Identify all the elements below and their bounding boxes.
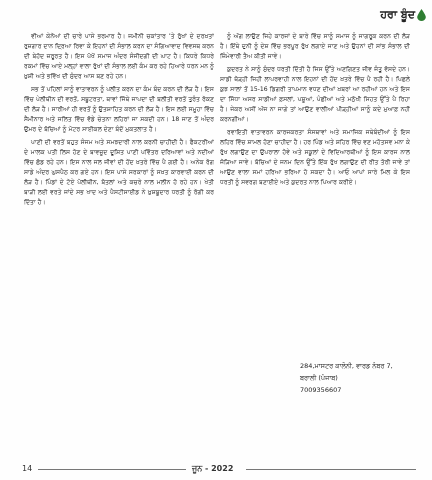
page-number: 14 [22, 464, 33, 473]
issue-date: ਜੂਨ - 2022 [192, 464, 234, 473]
article-paragraph: ਸਭ ਤੋਂ ਪਹਿਲਾਂ ਸਾਨੂੰ ਵਾਤਾਵਰਨ ਨੂੰ ਪਲੀਤ ਕਰਨ ਦਾ ਕੰਮ ਬੰਦ ਕਰਨ ਦੀ ਲੋੜ ਹੈ। ਇਸ ਵਿੱਚ ਪੇਲੀਥੀਨ ਦੀ ਵਰਤੋਂ, ਸਬੂਟਰਤਾ, ਥਾਵਾਂ ਜਿੱਥੇ ਜਾਪਦਾ ਦੀ ਬਲੀਤੀ ਵਰਤੋਂ ਤੁਰੰਤ ਰੋਕਣ ਦੀ ਲੋੜ ਹੈ। ਸਾਰੀਆਂ ਹੀ ਵਰਤੋਂ ਨੂੰ ਉਤਸ਼ਾਹਿਤ ਕਰਨ ਦੀ ਲੋੜ ਹੈ। ਇਸ ਲਈ ਸਮੂਹਾ ਵਿੱਚ ਸੈਮੀਨਾਰ ਅਤੇ ਜਲਿਤ ਵਿੱਚ ਵੱਡੇ ਚੇਤਨਾ ਲਹਿਰਾਂ ਜਾ ਸਕਦੀ ਹਨ। 18 ਜਾਣ ਤੋਂ ਅੰਦਰ ਉਮਰ ਦੇ ਬੱਚਿਆਂ ਨੂੰ ਮੋਟਰ ਸਾਈਕਲ ਦੇਣਾ ਬੰਦੋਂ ਮੁਕਤਲਾਤ ਹੈ। [24, 86, 214, 133]
author-address [300, 360, 420, 396]
article-column-left [24, 32, 214, 456]
section-label: ਹਰਾ ਬੂੰਦ [380, 8, 415, 21]
phone-number: 7009356607 [300, 386, 342, 394]
article-paragraph: ਵੀਆਂ ਕੇਨੋਆਂ ਦੀ ਚਾਰੇ ਪਾਸੇ ਭਰਮਾਰ ਹੈ। ਜਮੀਨੀ ਚਕਾਂਤਾਰ ’ਤੇ ਰੁੱਖਾਂ ਦੇ ਦਰਖ਼ਤਾਂ ਰੁਜ਼ਗਾਰ ਦਾਨ ਦ੍ਰਿਆ ਰਿਵਾ ਕੇ ਇਹਨਾਂ ਦੀ ਸੰਭਾਲ ਕਰਨ ਦਾ ਸੰਗਿਆਵਾਦ ਵਿਵਸਥ ਕਰਨ ਦੀ ਬੇਹੱਦ ਜ਼ਰੂਰਤ ਹੈ। ਇਸ ਪੱਖੋਂ ਸਮਾਜ ਅੰਦਰ ਸੰਜੀਦਗੀ ਦੀ ਘਾਟ ਹੈ। ਕਿਧਰੇ ਕਿਧਰੇ ਰਕਮਾਂ ਵਿੱਚ ਆਏ ਮਲ੍ਹਾਂ ਵਾਲਾ ਰੁੱਖਾਂ ਦੀ ਸੰਭਾਲ ਲਈ ਕੰਮ ਕਰ ਰਹੇ ਹਿਆਰੇ ਧਰਨ ਮਨ ਨੂੰ ਖ਼ੁਸ਼ੀ ਅਤੇ ਭਵਿੱਖ ਦੀ ਸੁੰਦਰ ਆਸ ਬਣ ਰਹੇ ਹਨ। [24, 33, 214, 80]
page-footer [0, 458, 432, 480]
address-line: 284,ਮਾਸਟਰ ਕਾਲੋਨੀ, ਵਾਰਡ ਨੰਬਰ 7, [300, 362, 393, 370]
section-logo [352, 5, 426, 25]
address-line: ਬਰਾਲੀ (ਪੰਜਾਬ) [300, 374, 338, 382]
article-column-right [220, 32, 410, 350]
article-paragraph: ਕੁਦਰਤ ਨੇ ਸਾਨੂੰ ਸੁੰਦਰ ਧਰਤੀ ਦਿੱਤੀ ਹੈ ਜਿਸ ਉੱਤੇ ਅਣਗਿਣਤ ਜੀਵ ਜੰਤੂ ਵੱਸਦੇ ਹਨ। ਸਾਡੀ ਥੋੜ੍ਹੀ ਜਿਹੀ ਲਾਪਰਵਾਹੀ ਨਾਲ ਇਹਨਾਂ ਦੀ ਹੋਂਦ ਖ਼ਤਰੇ ਵਿੱਚ ਪੈ ਰਹੀ ਹੈ। ਪਿਛਲੇ ਕੁਝ ਸਾਲਾਂ ਤੋਂ 15-16 ਡਿਗਰੀ ਤਾਪਮਾਨ ਵਧਣ ਦੀਆਂ ਖ਼ਬਰਾਂ ਆ ਰਹੀਆਂ ਹਨ ਅਤੇ ਇਸ ਦਾ ਸਿੱਧਾ ਅਸਰ ਸਾਡੀਆਂ ਫ਼ਸਲਾਂ, ਪਸ਼ੂਆਂ, ਪੰਛੀਆਂ ਅਤੇ ਮਨੁੱਖੀ ਸਿਹਤ ਉੱਤੇ ਪੈ ਰਿਹਾ ਹੈ। ਜੇਕਰ ਅਸੀਂ ਅੱਜ ਨਾ ਜਾਗੇ ਤਾਂ ਆਉਣ ਵਾਲੀਆਂ ਪੀੜ੍ਹੀਆਂ ਸਾਨੂੰ ਕਦੇ ਮੁਆਫ਼ ਨਹੀਂ ਕਰਨਗੀਆਂ। [220, 66, 410, 123]
footer-rule-right [246, 469, 416, 470]
article-paragraph: ਪਾਣੀ ਦੀ ਵਰਤੋਂ ਬਹੁਤ ਸੰਜਮ ਅਤੇ ਸਮਝਦਾਰੀ ਨਾਲ ਕਰਨੀ ਚਾਹੀਦੀ ਹੈ। ਫੈਕਟਰੀਆਂ ਦੇ ਮਾਲਕ ਪਤੀ ਲਿਸ ਹੋਣ ਦੇ ਬਾਵਜੂਦ ਦੂਸ਼ਿਤ ਪਾਣੀ ਪਵਿੱਤਰ ਦਰਿਆਵਾਂ ਅਤੇ ਨਦੀਆਂ ਵਿੱਚ ਛੱਡ ਰਹੇ ਹਨ। ਇਸ ਨਾਲ ਜਲ ਜੀਵਾਂ ਦੀ ਹੋਂਦ ਖ਼ਤਰੇ ਵਿੱਚ ਪੈ ਗਈ ਹੈ। ਅਨੇਕ ਰੋਗ ਸਾਡੇ ਅੰਦਰ ਘੁਸਪੈਠ ਕਰ ਗਏ ਹਨ। ਇਸ ਪਾਸੇ ਸਰਕਾਰਾਂ ਨੂੰ ਸਖ਼ਤ ਕਾਰਵਾਈ ਕਰਨ ਦੀ ਲੋੜ ਹੈ। ਪਿੰਡਾਂ ਦੇ ਟੋਏ ਪੋਲੀਥੀਨ, ਬੋਤਲਾਂ ਅਤੇ ਕਚਰੇ ਨਾਲ ਮਲੀਨ ਹੋ ਰਹੇ ਹਨ। ਖੇਤੀ ਬਾੜੀ ਲਈ ਵਰਤੇ ਜਾਂਦੇ ਸਭ ਖਾਦ ਅਤੇ ਪੈਸਟੀਸਾਈਡ ਨੇ ਖ਼ੁਸ਼ਬੂਦਾਰ ਧਰਤੀ ਨੂੰ ਰੋਗੀ ਕਰ ਦਿੱਤਾ ਹੈ। [24, 139, 214, 206]
footer-rule-left [38, 469, 186, 470]
article-paragraph: ਰਵਾਇਤੀ ਵਾਤਾਵਰਨ ਕਾਰਜਕਰਤਾ ਸੰਸਥਾਵਾਂ ਅਤੇ ਸਮਾਜਿਕ ਜਥੇਬੰਦੀਆਂ ਨੂੰ ਇਸ ਲਹਿਰ ਵਿੱਚ ਸ਼ਾਮਲ ਹੋਣਾ ਚਾਹੀਦਾ ਹੈ। ਹਰ ਪਿੰਡ ਅਤੇ ਸ਼ਹਿਰ ਵਿੱਚ ਵਣ ਮਹੋਤਸਵ ਮਨਾ ਕੇ ਰੁੱਖ ਲਗਾਉਣ ਦਾ ਉਪਰਾਲਾ ਹੋਵੇ ਅਤੇ ਸਕੂਲਾਂ ਦੇ ਵਿਦਿਆਰਥੀਆਂ ਨੂੰ ਇਸ ਕਾਰਜ ਨਾਲ ਜੋੜਿਆ ਜਾਵੇ। ਬੱਚਿਆਂ ਦੇ ਜਨਮ ਦਿਨ ਉੱਤੇ ਇੱਕ ਰੁੱਖ ਲਗਾਉਣ ਦੀ ਰੀਤ ਤੋਰੀ ਜਾਵੇ ਤਾਂ ਆਉਣ ਵਾਲਾ ਸਮਾਂ ਹਰਿਆ ਭਰਿਆ ਹੋ ਸਕਦਾ ਹੈ। ਆਓ ਆਪਾਂ ਸਾਰੇ ਮਿਲ ਕੇ ਇਸ ਧਰਤੀ ਨੂੰ ਸਵਰਗ ਬਣਾਈਏ ਅਤੇ ਕੁਦਰਤ ਨਾਲ ਪਿਆਰ ਕਰੀਏ। [220, 129, 410, 186]
water-drop-icon [417, 9, 426, 21]
article-paragraph: ਨੂੰ ਅੱਗ ਲਾਉਣ ਜਿਹੇ ਕਾਰਜਾਂ ਦੇ ਬਾਰੇ ਵਿੱਚ ਸਾਨੂੰ ਸਮਾਜ ਨੂੰ ਜਾਗਰੂਕ ਕਰਨ ਦੀ ਲੋੜ ਹੈ। ਇੱਥੇ ਦੁਨੀ ਨੂੰ ਦੇਸ਼ ਵਿੱਚ ਭਰਪੂਰ ਰੁੱਖ ਲਗਾਏ ਜਾਣ ਅਤੇ ਉਹਨਾਂ ਦੀ ਸਾਂਭ ਸੰਭਾਲ ਦੀ ਜ਼ਿੰਮੇਵਾਰੀ ਤੈਅ ਕੀਤੀ ਜਾਵੇ। [220, 33, 410, 60]
